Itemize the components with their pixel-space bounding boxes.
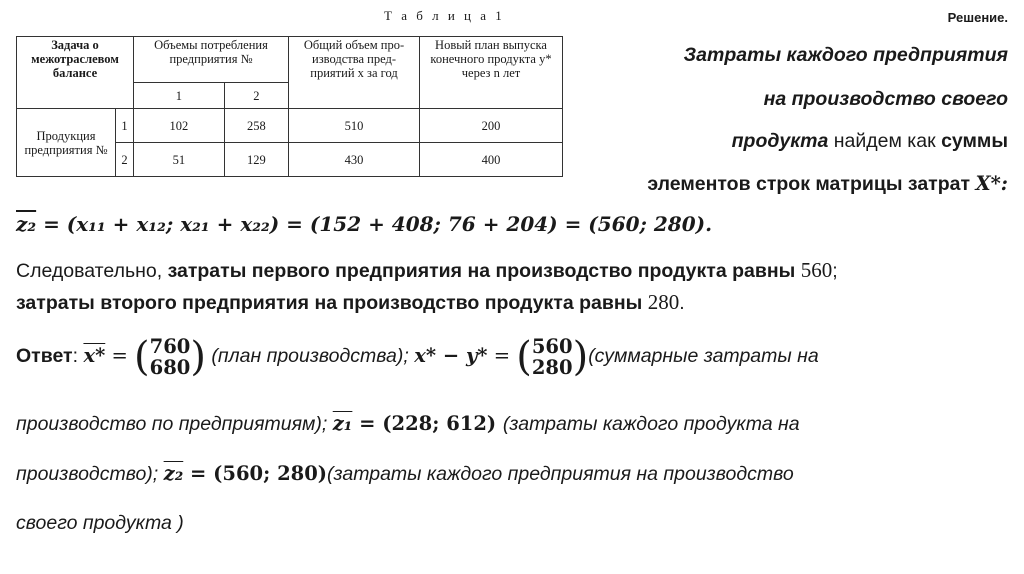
matrix-symbol: X*: bbox=[975, 172, 1008, 195]
table-cell: 200 bbox=[420, 109, 563, 143]
row-number: 1 bbox=[116, 109, 134, 143]
answer-label: Ответ bbox=[16, 345, 73, 368]
answer-text: производство по предприятиям); bbox=[16, 413, 333, 435]
paren-close: ) bbox=[572, 334, 589, 380]
vector-bottom: 280 bbox=[531, 356, 573, 379]
heading-line-1: Затраты каждого предприятия bbox=[683, 44, 1008, 66]
period: . bbox=[679, 292, 685, 314]
table-cell: 510 bbox=[289, 109, 420, 143]
table-cell: 400 bbox=[420, 143, 563, 177]
heading-product-word: продукта bbox=[731, 130, 829, 152]
x-minus-y-symbol: x* − y* bbox=[414, 344, 488, 368]
solution-label: Решение. bbox=[947, 10, 1008, 25]
table-cell: 430 bbox=[289, 143, 420, 177]
z2-symbol: z₂ bbox=[16, 212, 37, 236]
z2-expression: = (x₁₁ + x₁₂; x₂₁ + x₂₂) = (152 + 408; 76 + 204) = (560; 280). bbox=[36, 212, 713, 236]
table-cell: 102 bbox=[134, 109, 225, 143]
x-star-symbol: x* bbox=[83, 344, 106, 368]
vector-top: 560 bbox=[531, 335, 573, 358]
balance-table bbox=[16, 36, 563, 177]
paren-close: ) bbox=[190, 334, 206, 380]
vector-top: 760 bbox=[149, 335, 191, 358]
total-cost-text: (суммарные затраты на bbox=[588, 345, 819, 368]
conclusion-prefix: Следовательно, bbox=[16, 260, 168, 282]
heading-text: элементов строк матрицы затрат bbox=[647, 173, 976, 195]
paren-open: ( bbox=[134, 334, 150, 380]
conclusion-line-2 bbox=[16, 290, 685, 315]
z2-text: (затраты каждого предприятия на производство bbox=[327, 463, 794, 485]
separator: ; bbox=[832, 260, 838, 282]
conclusion-line-1 bbox=[16, 258, 838, 283]
z1-text: (затраты каждого продукта на bbox=[502, 413, 800, 435]
subheader-2: 2 bbox=[224, 83, 288, 109]
table-caption: Т а б л и ц а 1 bbox=[384, 8, 505, 23]
answer-line-4: своего продукта ) bbox=[16, 512, 184, 534]
header-task: Задача о межотраслевом балансе bbox=[17, 37, 134, 109]
equals: = bbox=[105, 344, 135, 368]
plan-vector bbox=[150, 336, 191, 378]
formula-z2 bbox=[16, 212, 712, 236]
z2-value: = (560; 280) bbox=[183, 462, 328, 485]
plan-text: (план производства); bbox=[205, 345, 415, 368]
table-cell: 129 bbox=[224, 143, 288, 177]
table-cell: 258 bbox=[224, 109, 288, 143]
conclusion-second: затраты второго предприятия на производство продукта равны bbox=[16, 292, 648, 314]
header-new-plan: Новый план выпуска конечного продукта y* через n лет bbox=[420, 37, 563, 109]
conclusion-first: затраты первого предприятия на производство продукта равны bbox=[167, 260, 801, 282]
value-560: 560 bbox=[800, 258, 833, 282]
answer-text: производство); bbox=[16, 463, 164, 485]
equals: = bbox=[487, 344, 517, 368]
header-total-production: Общий объем про- изводства пред- приятий x за год bbox=[289, 37, 420, 109]
vector-bottom: 680 bbox=[149, 356, 191, 379]
subheader-1: 1 bbox=[134, 83, 225, 109]
answer-line-3 bbox=[16, 462, 794, 486]
answer-line-2 bbox=[16, 412, 800, 436]
z1-value: = (228; 612) bbox=[352, 412, 503, 435]
row-number: 2 bbox=[116, 143, 134, 177]
table-cell: 51 bbox=[134, 143, 225, 177]
z2-symbol: z₂ bbox=[163, 462, 184, 485]
heading-line-2: на производство своего bbox=[763, 88, 1008, 110]
answer-colon: : bbox=[72, 345, 84, 368]
value-280: 280 bbox=[647, 290, 680, 314]
z1-symbol: z₁ bbox=[332, 412, 353, 435]
heading-text: найдем как bbox=[828, 130, 942, 152]
header-consumption: Объемы потребления предприятия № bbox=[134, 37, 289, 83]
heading-sums-word: суммы bbox=[941, 130, 1008, 152]
paren-open: ( bbox=[516, 334, 532, 380]
heading-line-4 bbox=[647, 172, 1008, 196]
heading-line-3 bbox=[732, 130, 1008, 153]
total-cost-vector bbox=[532, 336, 573, 378]
answer-line-1 bbox=[16, 336, 819, 378]
row-label: Продукция предприятия № bbox=[17, 109, 116, 177]
